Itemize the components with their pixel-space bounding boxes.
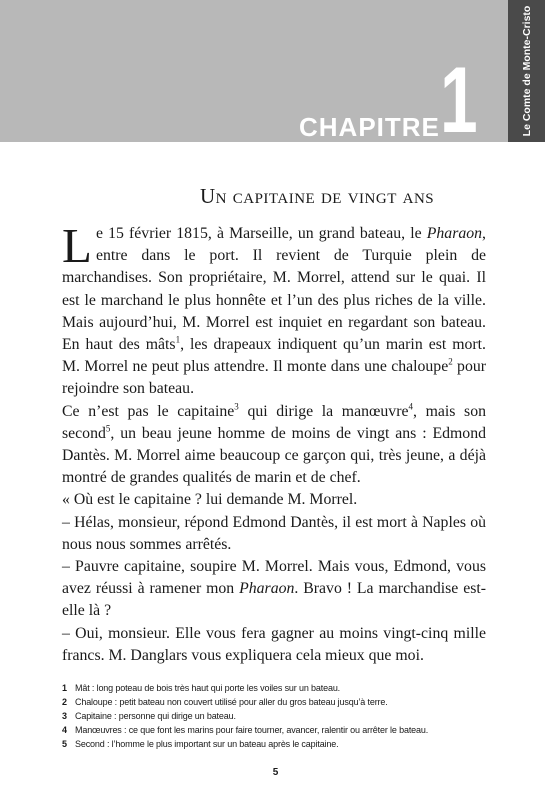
paragraph-3: « Où est le capitaine ? lui demande M. Morrel.	[62, 491, 358, 509]
chapter-banner	[0, 0, 508, 152]
footnote-number: 2	[62, 697, 67, 707]
footnote-ref: 4	[408, 401, 413, 412]
text-run: pour rejoindre son bateau.	[62, 358, 487, 398]
footnote-ref: 2	[448, 356, 453, 367]
footnote-number: 1	[62, 683, 67, 693]
chapter-label: CHAPITRE	[299, 112, 440, 142]
text-run: Ce n’est pas le capitaine	[62, 402, 235, 420]
book-title-tab	[508, 0, 545, 142]
footnote-text: Second : l’homme le plus important sur un bateau après le capitaine.	[75, 739, 339, 749]
footnote-text: Capitaine : personne qui dirige un bateau.	[75, 711, 236, 721]
paragraph-5	[62, 556, 486, 623]
page-number: 5	[272, 767, 279, 778]
footnotes	[62, 681, 486, 751]
text-run: , mais son second	[62, 402, 486, 442]
footnote-ref: 3	[234, 401, 239, 412]
ship-name: Pharaon	[426, 225, 483, 242]
chapter-title: Un capitaine de vingt ans	[200, 184, 435, 208]
text-run: e 15 février 1815, à Marseille, un grand bateau, le	[95, 225, 427, 242]
text-run: entre dans le port. Il revient de Turquie plein de marchandises. Son propriétaire, M. Morrel, attend sur le quai. Il est le marchand le plus honnête et l’un des plus riches de la ville. Mais aujourd’hui, M. Morrel est inquiet en regardant son bateau. En haut des mâts	[62, 247, 486, 354]
footnote-number: 4	[62, 725, 67, 735]
footnote-ref: 5	[105, 423, 111, 434]
footnote-ref: 1	[175, 334, 181, 345]
text-run: qui dirige la manœuvre	[238, 402, 409, 420]
paragraph-6: – Oui, monsieur. Elle vous fera gagner au moins vingt-cinq mille francs. M. Danglars vous expliquera cela mieux que moi.	[62, 624, 486, 664]
footnote	[62, 723, 486, 737]
footnote-text: Chaloupe : petit bateau non couvert utilisé pour aller du gros bateau jusqu’à terre.	[75, 697, 388, 707]
paragraph-1	[62, 218, 487, 401]
footnote	[62, 709, 486, 723]
book-title: Le Comte de Monte-Cristo	[520, 5, 533, 137]
text-run: , un beau jeune homme de moins de vingt ans : Edmond Dantès. M. Morrel aime beaucoup ce garçon qui, très jeune, a déjà montré de grandes qualités de marin et de chef.	[62, 424, 486, 487]
text-run: ,	[482, 225, 486, 242]
chapter-number: 1	[440, 47, 478, 152]
footnote	[62, 681, 486, 695]
footnote-text: Manœuvres : ce que font les marins pour faire tourner, avancer, ralentir ou arrêter le bateau.	[75, 725, 429, 735]
paragraph-4: – Hélas, monsieur, répond Edmond Dantès, il est mort à Naples où nous nous sommes arrêtés.	[62, 513, 486, 553]
drop-cap: L	[62, 218, 92, 273]
text-run: . Bravo ! La marchandise est-elle là ?	[62, 580, 486, 620]
paragraph-2	[62, 401, 486, 490]
text-run: – Pauvre capitaine, soupire M. Morrel. Mais vous, Edmond, vous avez réussi à ramener mon	[62, 558, 486, 598]
footnote-number: 5	[62, 739, 67, 749]
footnote	[62, 695, 486, 709]
footnote	[62, 737, 486, 751]
ship-name: Pharaon	[239, 580, 295, 598]
footnote-number: 3	[62, 711, 67, 721]
footnote-text: Mât : long poteau de bois très haut qui porte les voiles sur un bateau.	[75, 683, 341, 693]
text-run: , les drapeaux indiquent qu’un marin est mort. M. Morrel ne peut plus attendre. Il monte dans une chaloupe	[62, 336, 486, 376]
body-text	[62, 218, 487, 667]
